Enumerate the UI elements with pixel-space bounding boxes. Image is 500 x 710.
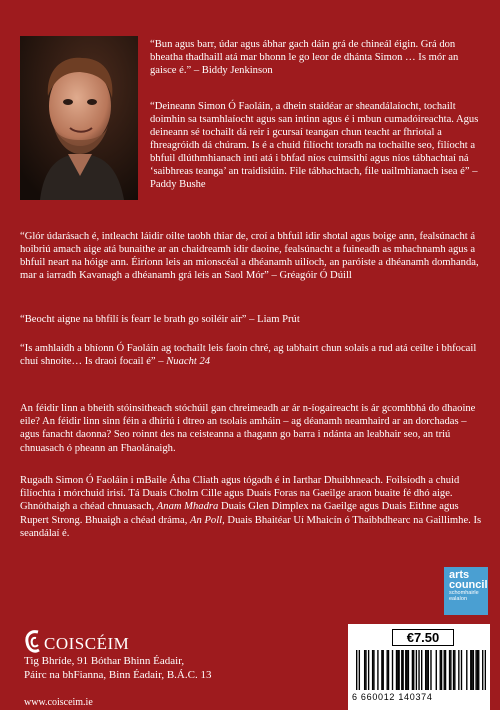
- address-line-2: Páirc na bhFianna, Binn Éadair, B.Á.C. 13: [24, 668, 212, 681]
- barcode-bar: [441, 650, 442, 690]
- barcode-bar: [387, 650, 388, 690]
- bio-text: Duais Glen Dimplex na Gaeilge agus Duais Eithne agus Rupert Strong. Bhuaigh a chéad dráma,: [20, 501, 459, 526]
- quote-source: Nuacht 24: [166, 356, 211, 367]
- quote-author: – Liam Prút: [249, 314, 300, 325]
- blurb-paragraph: An féidir linn a bheith stóinsitheach stóchúil gan chreimeadh ar ár n-íogaireacht is ár gcomhbhá do dhaoine eile? An féidir linn sinn féin a dhíriú i dtreo an tsolais amháin – ag déanamh neamhaird ar an dorchadas – agus fanacht daonna? Seo roinnt des na ceisteanna a thagann go barra i ndánta an leabhair seo, an triú chnuasach ó pheann an Fhaolánaigh.: [20, 403, 476, 454]
- barcode-bar: [413, 650, 414, 690]
- quote-nuacht-24: [20, 342, 486, 368]
- barcode-bar: [408, 650, 409, 690]
- quote-author-dash: –: [158, 356, 167, 367]
- barcode-bar: [388, 650, 389, 690]
- barcode-bar: [397, 650, 398, 690]
- quote-author: – Paddy Bushe: [150, 166, 478, 190]
- publisher-logo: [24, 628, 154, 658]
- book-title: Anam Mhadra: [156, 501, 219, 513]
- barcode-bar: [416, 650, 417, 690]
- quote-text: “Beocht aigne na bhfilí is fearr le brath go soiléir air”: [20, 314, 247, 325]
- barcode-bar: [428, 650, 429, 690]
- publisher-address: [24, 655, 211, 682]
- barcode-bar: [406, 650, 407, 690]
- play-title: An Poll: [190, 514, 223, 526]
- barcode-bar: [364, 650, 365, 690]
- barcode-bar: [478, 650, 479, 690]
- barcode-bar: [365, 650, 366, 690]
- barcode-bar: [392, 650, 393, 690]
- author-bio-paragraph: [20, 474, 486, 540]
- arts-council-line4: ealaíon: [449, 596, 468, 602]
- barcode-bar: [440, 650, 441, 690]
- barcode: [356, 650, 486, 690]
- barcode-bar: [398, 650, 399, 690]
- barcode-bar: [477, 650, 478, 690]
- barcode-bar: [471, 650, 472, 690]
- barcode-bar: [426, 650, 427, 690]
- quote-greagoir-o-duill: [20, 230, 486, 282]
- barcode-bar: [450, 650, 451, 690]
- price-label: €7.50: [392, 629, 454, 646]
- arts-council-line1: arts: [449, 569, 470, 581]
- barcode-bar: [454, 650, 455, 690]
- barcode-digits: 6 660012 140374: [352, 692, 433, 702]
- barcode-bar: [368, 650, 369, 690]
- quote-text: “Is amhlaidh a bhíonn Ó Faoláin ag tochailt leis faoin chré, ag tabhairt chun solais a rud atá ceilte i bhfocail chuí shnoite… Is draoi focail é”: [20, 343, 477, 367]
- quote-liam-prut: [20, 313, 486, 326]
- barcode-bar: [425, 650, 426, 690]
- barcode-bar: [475, 650, 476, 690]
- quote-biddy-jenkinson: [150, 38, 484, 77]
- barcode-bar: [359, 650, 360, 690]
- address-line-1: Tig Bhríde, 91 Bóthar Bhinn Éadair,: [24, 655, 185, 667]
- arts-council-line3: schomhairle: [449, 590, 479, 596]
- quote-text: “Bun agus barr, údar agus ábhar gach dáin grá de chineál éigin. Grá don bheatha thadhaill atá mar bhonn le go leor de dhánta Simon … Is mór an gaisce é.”: [150, 39, 459, 76]
- barcode-bar: [458, 650, 459, 690]
- barcode-bar: [396, 650, 397, 690]
- barcode-bar: [449, 650, 450, 690]
- author-portrait-image: [20, 36, 138, 200]
- barcode-bar: [383, 650, 384, 690]
- barcode-bar: [381, 650, 382, 690]
- arts-council-logo: [444, 567, 488, 615]
- barcode-bar: [453, 650, 454, 690]
- quote-text: “Deineann Simon Ó Faoláin, a dhein staidéar ar sheandálaíocht, tochailt doimhin sa tsamhlaíocht agus san intinn agus é i mbun cumadóireachta. Agus deineann sé tochailt dá reir i gcursaí teangan chun teacht ar fhriotal a fhreagróidh dá chúram. Is é a chuid filíocht toradh na tochailte seo, filíocht a bhfuil dlúthmhianach inti atá i bhfad níos cuimsithí agus níos tábhachtaí ná ‘saibhreas teanga’ an traidisiúin. File tábhachtach, file uailmhianach isea é”: [150, 101, 479, 177]
- barcode-bar: [485, 650, 486, 690]
- bio-text: , Duais Bhaitéar Uí Mhaicín ó Thaibhdhearc na Gaillimhe. Is seandálaí é.: [20, 514, 482, 539]
- barcode-bar: [470, 650, 471, 690]
- quote-author: – Gréagóir Ó Dúill: [271, 270, 352, 281]
- barcode-bar: [421, 650, 422, 690]
- barcode-bar: [372, 650, 373, 690]
- barcode-bar: [436, 650, 437, 690]
- author-photo: [20, 36, 138, 200]
- barcode-bar: [430, 650, 431, 690]
- barcode-bar: [405, 650, 406, 690]
- publisher-name: COISCÉIM: [44, 634, 130, 653]
- publisher-website: www.coisceim.ie: [24, 697, 93, 708]
- barcode-bar: [377, 650, 378, 690]
- barcode-bar: [401, 650, 402, 690]
- bio-text: Rugadh Simon Ó Faoláin i mBaile Átha Cliath agus tógadh é in Iarthar Dhuibhneach. Foilsíodh a chuid filíochta i mórchuid irisí. Tá Duais Cholm Cille agus Duais Foras na Gaeilge araon buaite fé dhó aige. Ghnóthaigh a chéad chnuasach,: [20, 475, 460, 513]
- barcode-bar: [466, 650, 467, 690]
- barcode-bar: [444, 650, 445, 690]
- barcode-bar: [418, 650, 419, 690]
- quote-text: “Glór údarásach é, intleacht láidir oilte taobh thiar de, croí a bhfuil idir shotal agus boige ann, fealsúnacht á hoibriú amach aige atá bunaithe ar an chaidreamh idir daoine, fealsúnacht a fuineadh as mhachnamh agus a bhfuil neart na hóige ann. Éiríonn leis an mionscéal a dhéanamh uilíoch, an paróiste a dhéanamh domhanda, mar a iarradh Kavanagh a dhéanamh grá leis an Saol Mór”: [20, 231, 479, 281]
- coisceim-emblem-icon: [24, 628, 42, 656]
- barcode-bar: [373, 650, 374, 690]
- arts-council-line2: council: [449, 579, 488, 591]
- quote-author: – Biddy Jenkinson: [193, 65, 273, 76]
- barcode-bar: [412, 650, 413, 690]
- barcode-bar: [482, 650, 483, 690]
- barcode-bar: [445, 650, 446, 690]
- quote-paddy-bushe: [150, 100, 484, 191]
- barcode-bar: [356, 650, 357, 690]
- barcode-bar: [473, 650, 474, 690]
- barcode-bar: [461, 650, 462, 690]
- barcode-bar: [402, 650, 403, 690]
